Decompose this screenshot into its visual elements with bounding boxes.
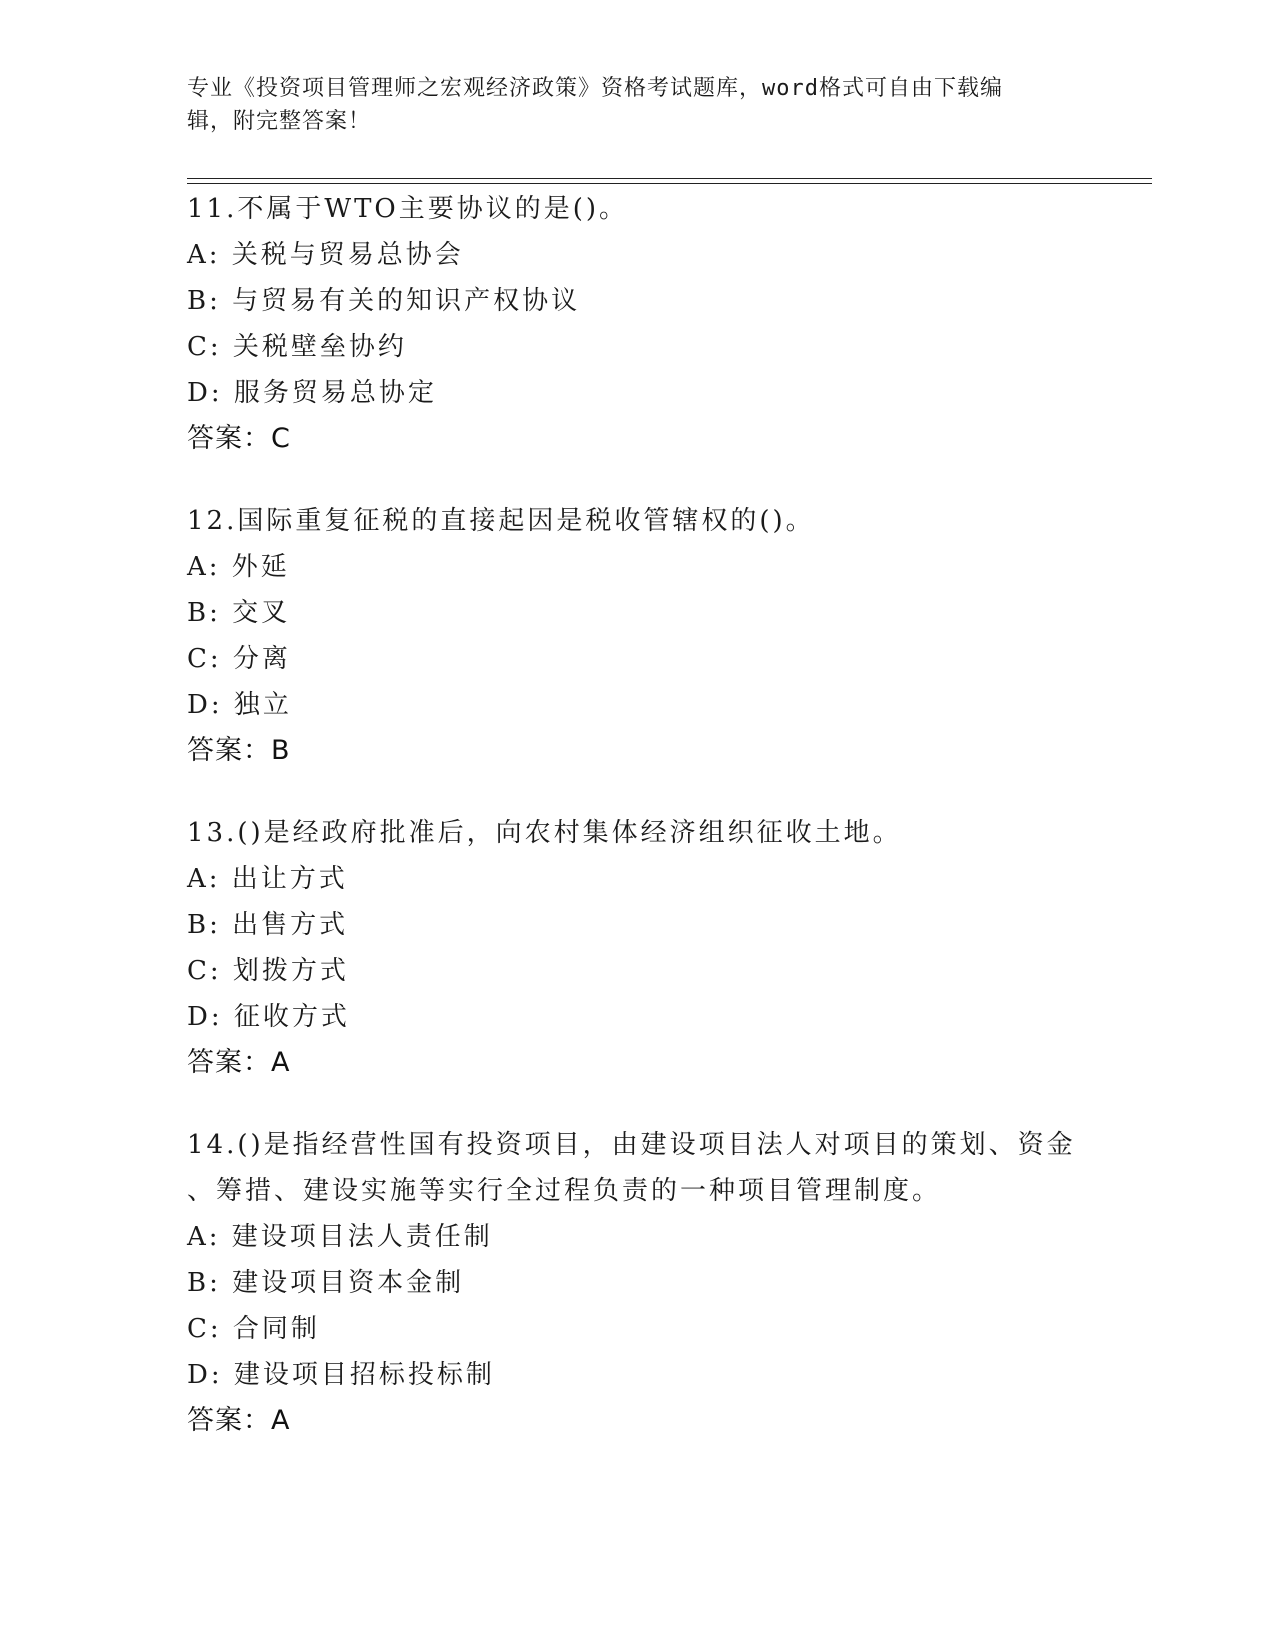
option-c: C: 分离 bbox=[187, 644, 291, 674]
answer: 答案：C bbox=[187, 423, 291, 454]
document-header bbox=[187, 72, 1087, 138]
header-line-1: 专业《投资项目管理师之宏观经济政策》资格考试题库，word格式可自由下载编 bbox=[187, 76, 1003, 101]
option-a: A: 外延 bbox=[187, 552, 290, 582]
question-stem: 12.国际重复征税的直接起因是税收管辖权的()。 bbox=[187, 506, 815, 536]
option-d: D: 独立 bbox=[187, 690, 292, 720]
option-b: B: 交叉 bbox=[187, 598, 291, 628]
question-stem: 11.不属于WTO主要协议的是()。 bbox=[187, 194, 629, 224]
header-line-2: 辑，附完整答案！ bbox=[187, 109, 372, 134]
option-b: B: 建设项目资本金制 bbox=[187, 1268, 465, 1298]
option-c: C: 划拨方式 bbox=[187, 956, 349, 986]
option-b: B: 与贸易有关的知识产权协议 bbox=[187, 286, 581, 316]
question-14 bbox=[187, 1122, 1087, 1444]
question-12 bbox=[187, 498, 1087, 774]
option-d: D: 征收方式 bbox=[187, 1002, 350, 1032]
option-a: A: 关税与贸易总协会 bbox=[187, 240, 464, 270]
header-divider-top bbox=[187, 178, 1152, 179]
question-13 bbox=[187, 810, 1087, 1086]
option-d: D: 服务贸易总协定 bbox=[187, 378, 437, 408]
question-stem: 13.()是经政府批准后，向农村集体经济组织征收土地。 bbox=[187, 818, 902, 848]
question-11 bbox=[187, 186, 1087, 462]
option-d: D: 建设项目招标投标制 bbox=[187, 1360, 495, 1390]
header-divider-bottom bbox=[187, 183, 1152, 184]
answer: 答案：B bbox=[187, 735, 291, 766]
option-b: B: 出售方式 bbox=[187, 910, 349, 940]
answer: 答案：A bbox=[187, 1405, 291, 1436]
option-c: C: 合同制 bbox=[187, 1314, 320, 1344]
option-a: A: 建设项目法人责任制 bbox=[187, 1222, 493, 1252]
question-stem-continued: 、筹措、建设实施等实行全过程负责的一种项目管理制度。 bbox=[187, 1176, 942, 1206]
option-a: A: 出让方式 bbox=[187, 864, 348, 894]
option-c: C: 关税壁垒协约 bbox=[187, 332, 407, 362]
answer: 答案：A bbox=[187, 1047, 291, 1078]
question-stem: 14.()是指经营性国有投资项目，由建设项目法人对项目的策划、资金 bbox=[187, 1130, 1076, 1160]
